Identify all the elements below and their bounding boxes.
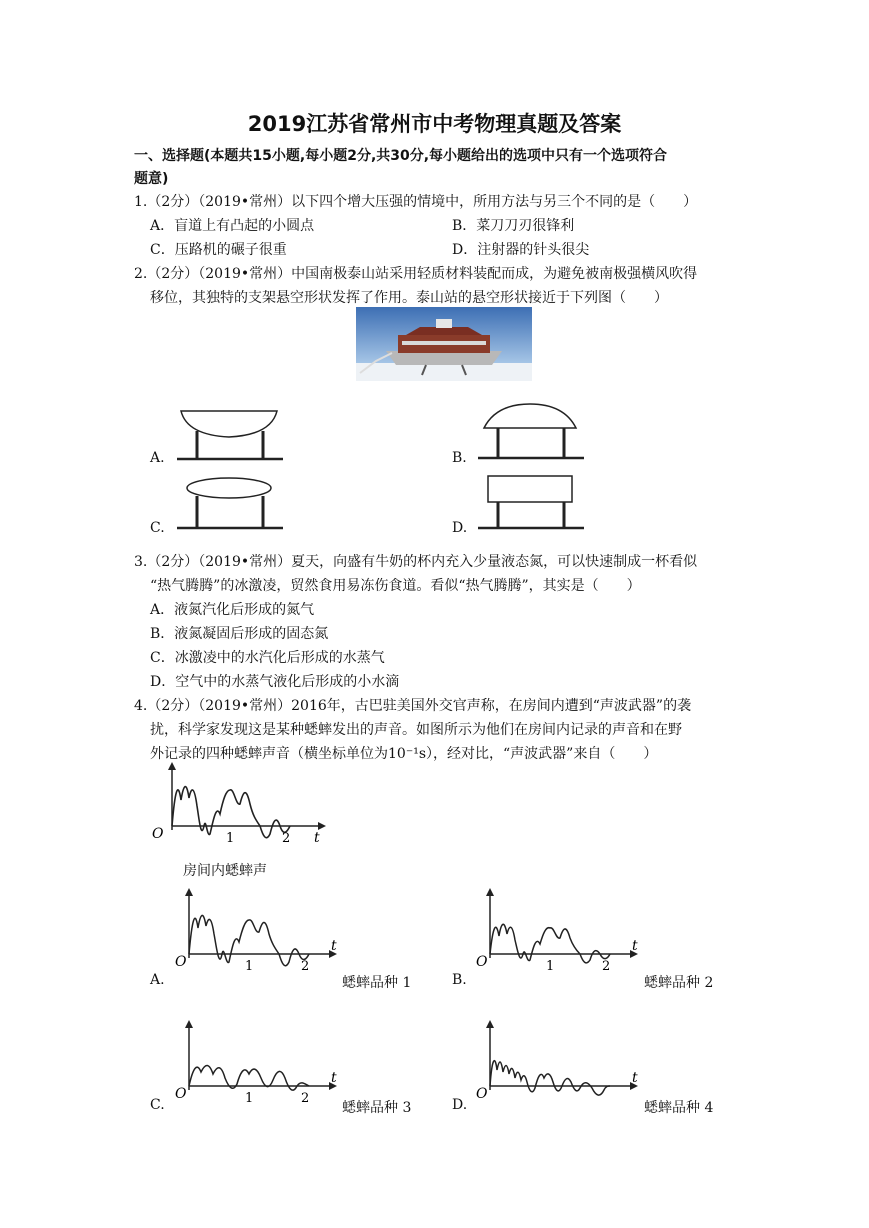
c-axis-t-label: t (331, 1070, 337, 1086)
c-axis-origin: O (175, 1086, 187, 1102)
q2-option-d: D. (452, 520, 468, 536)
d-axis-t-label: t (632, 1070, 638, 1086)
b-axis-tick-2: 2 (602, 959, 611, 974)
q4-option-d: D. (452, 1097, 468, 1113)
question-4-stem: 4.（2分）（2019•常州）2016年，古巴驻美国外交官声称，在房间内遭到“声波武器”的袭 (134, 698, 692, 714)
q1-option-d: D．注射器的针头很尖 (452, 242, 590, 258)
room-axis-origin: O (152, 826, 164, 842)
room-axis-tick-2: 2 (282, 831, 291, 846)
q3-option-b: B．液氮凝固后形成的固态氮 (150, 626, 329, 642)
section-heading-cont: 题意) (134, 171, 169, 187)
room-waveform-caption: 房间内蟋蟀声 (183, 863, 267, 879)
q3-option-d: D．空气中的水蒸气液化后形成的小水滴 (150, 674, 400, 690)
question-1-stem: 1.（2分）（2019•常州）以下四个增大压强的情境中，所用方法与另三个不同的是（ ） (134, 194, 698, 210)
q4-option-a-caption: 蟋蟀品种 1 (342, 975, 412, 991)
q4-option-d-caption: 蟋蟀品种 4 (644, 1100, 714, 1116)
question-3-stem-cont: “热气腾腾”的冰激凌，贸然食用易冻伤食道。看似“热气腾腾”，其实是（ ） (150, 578, 641, 594)
question-2-stem-cont: 移位，其独特的支架悬空形状发挥了作用。泰山站的悬空形状接近于下列图（ ） (150, 290, 668, 306)
q4-option-b-waveform (476, 886, 642, 976)
b-axis-origin: O (476, 954, 488, 970)
section-heading: 一、选择题(本题共15小题,每小题2分,共30分,每小题给出的选项中只有一个选项符合 (134, 148, 668, 164)
q4-option-b: B. (452, 972, 467, 988)
question-2-stem: 2.（2分）（2019•常州）中国南极泰山站采用轻质材料装配而成，为避免被南极强横风吹得 (134, 266, 698, 282)
room-cricket-waveform (150, 760, 330, 846)
a-axis-tick-1: 1 (245, 959, 254, 974)
q2-option-a-figure (175, 405, 285, 465)
q2-option-c: C. (150, 520, 165, 536)
c-axis-tick-2: 2 (301, 1091, 310, 1106)
q1-option-b: B．菜刀刀刃很锋利 (452, 218, 575, 234)
b-axis-tick-1: 1 (546, 959, 555, 974)
room-axis-t-label: t (314, 830, 320, 846)
q3-option-a: A．液氮汽化后形成的氮气 (150, 602, 315, 618)
q4-option-c: C. (150, 1097, 165, 1113)
q2-option-c-figure (175, 474, 285, 534)
b-axis-t-label: t (632, 938, 638, 954)
q1-option-a: A．盲道上有凸起的小圆点 (150, 218, 315, 234)
question-4-stem-cont2: 外记录的四种蟋蟀声音（横坐标单位为10⁻¹s），经对比，“声波武器”来自（ ） (150, 746, 658, 762)
q4-option-a: A. (150, 972, 165, 988)
question-3-stem: 3.（2分）（2019•常州）夏天，向盛有牛奶的杯内充入少量液态氮，可以快速制成一杯看似 (134, 554, 698, 570)
q2-option-a: A. (150, 450, 165, 466)
d-axis-origin: O (476, 1086, 488, 1102)
q4-option-c-caption: 蟋蟀品种 3 (342, 1100, 412, 1116)
a-axis-tick-2: 2 (301, 959, 310, 974)
q2-option-b: B. (452, 450, 467, 466)
q3-option-c: C．冰激凌中的水汽化后形成的水蒸气 (150, 650, 385, 666)
taishan-station-photo (356, 307, 532, 381)
c-axis-tick-1: 1 (245, 1091, 254, 1106)
q4-option-c-waveform (175, 1018, 341, 1108)
page-title: 2019江苏省常州市中考物理真题及答案 (247, 112, 622, 136)
q4-option-b-caption: 蟋蟀品种 2 (644, 975, 714, 991)
q2-option-d-figure (476, 474, 586, 534)
q4-option-d-waveform (476, 1018, 642, 1108)
q2-option-b-figure (476, 402, 586, 464)
room-axis-tick-1: 1 (226, 831, 235, 846)
question-4-stem-cont: 扰，科学家发现这是某种蟋蟀发出的声音。如图所示为他们在房间内记录的声音和在野 (150, 722, 682, 738)
a-axis-origin: O (175, 954, 187, 970)
q4-option-a-waveform (175, 886, 341, 976)
a-axis-t-label: t (331, 938, 337, 954)
q1-option-c: C．压路机的碾子很重 (150, 242, 287, 258)
